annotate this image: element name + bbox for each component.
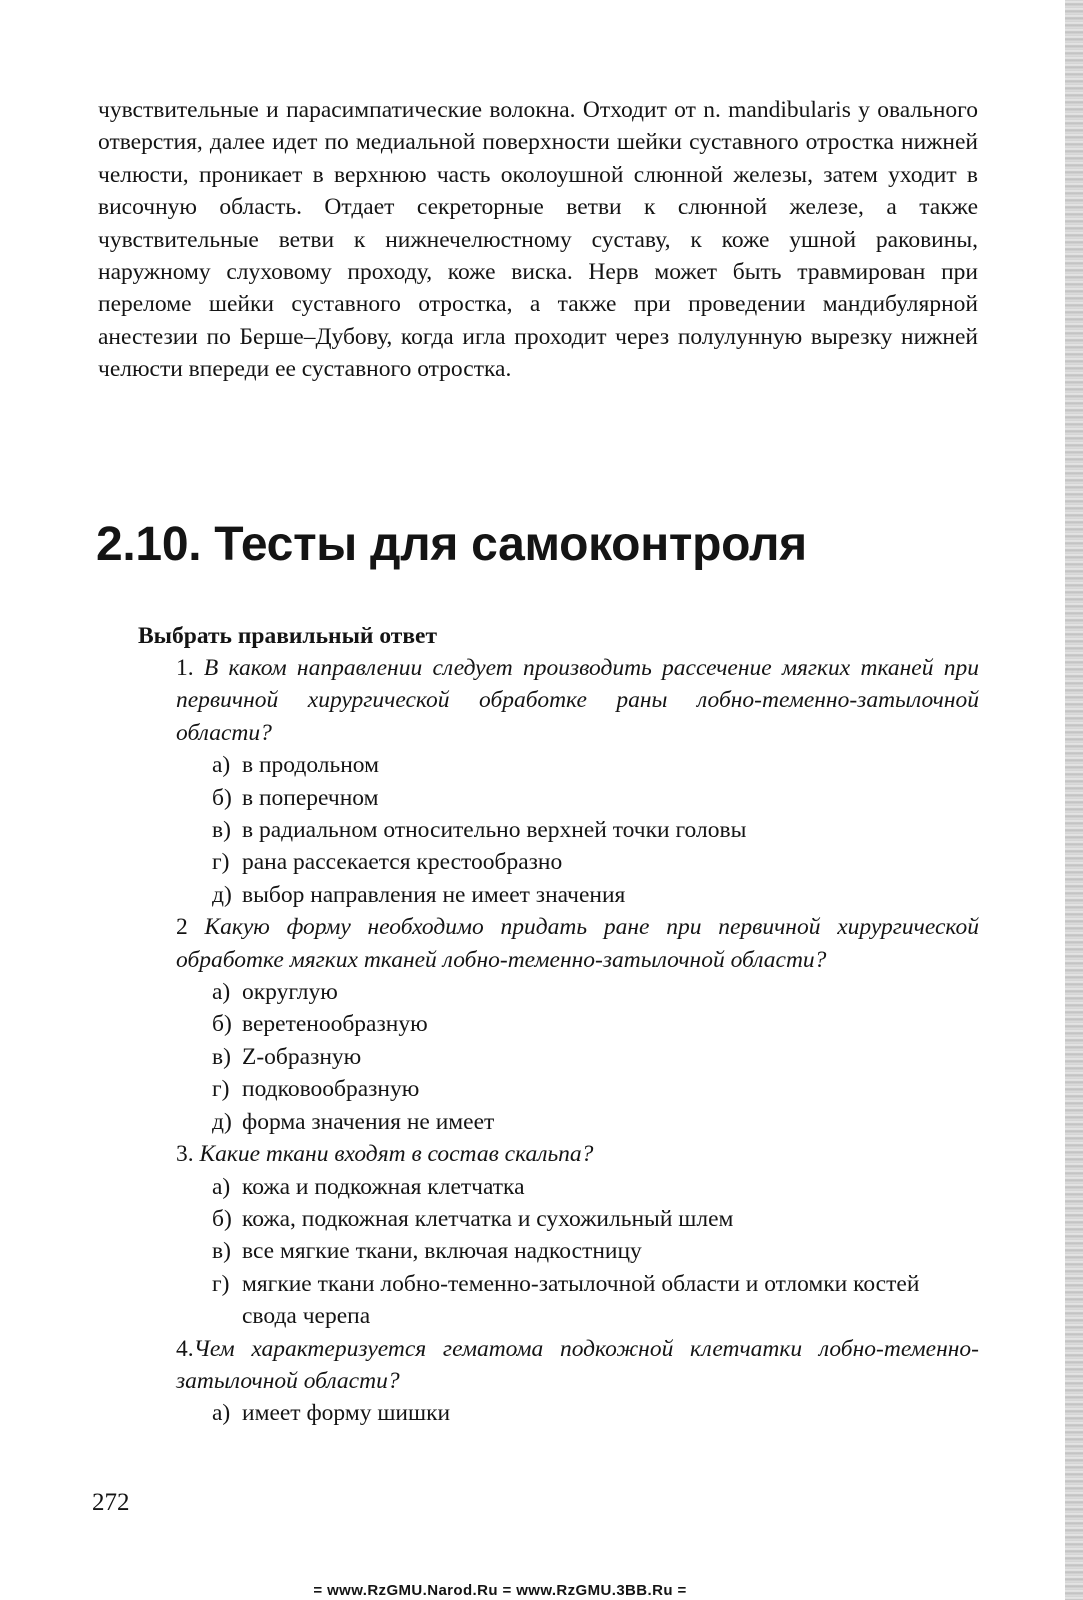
option-letter: в): [212, 1238, 231, 1265]
question-4: [176, 1333, 979, 1430]
question-number: 3.: [176, 1141, 194, 1168]
option-text: выбор направления не имеет значения: [242, 881, 626, 908]
question-3: [176, 1138, 979, 1332]
question-text: [176, 911, 979, 976]
option-letter: б): [212, 784, 232, 811]
option-letter: б): [212, 1011, 232, 1038]
question-1: [176, 652, 979, 911]
option-item: [212, 1235, 979, 1267]
option-text: округлую: [242, 979, 338, 1006]
option-letter: в): [212, 1043, 231, 1070]
option-item: [212, 1008, 979, 1040]
option-item: [212, 1203, 979, 1235]
option-item: [212, 782, 979, 814]
question-2: [176, 911, 979, 1138]
option-text: Z-образную: [242, 1043, 362, 1070]
instruction: Выбрать правильный ответ: [138, 623, 437, 649]
option-text: в продольном: [242, 752, 379, 779]
option-letter: а): [212, 1173, 231, 1200]
question-list: [176, 652, 979, 1430]
option-item: [212, 1073, 979, 1105]
option-list: [176, 749, 979, 911]
option-letter: б): [212, 1205, 232, 1232]
option-text: рана рассекается крестообразно: [242, 849, 563, 876]
option-list: [176, 976, 979, 1138]
option-text: мягкие ткани лобно-теменно-затылочной области и отломки костей свода черепа: [242, 1270, 920, 1330]
question-prompt: В каком направлении следует производить рассечение мягких тканей при первичной хирургической обработке раны лобно-теменно-затылочной области?: [176, 655, 979, 746]
intro-paragraph: чувствительные и парасимпатические волокна. Отходит от n. mandibularis у овального отверстия, далее идет по медиальной поверхности шейки суставного отростка нижней челюсти, проникает в верхнюю часть околоушной слюнной железы, затем уходит в височную область. Отдает секреторные ветви к слюнной железе, а также чувствительные ветви к нижнечелюстному суставу, к коже ушной раковины, наружному слуховому проходу, коже виска. Нерв может быть травмирован при переломе шейки суставного отростка, а также при проведении мандибулярной анестезии по Берше–Дубову, когда игла проходит через полулунную вырезку нижней челюсти впереди ее суставного отростка.: [98, 97, 978, 383]
option-text: подковообразную: [242, 1076, 420, 1103]
option-letter: г): [212, 849, 230, 876]
question-prompt: Чем характеризуется гематома подкожной клетчатки лобно-теменно-затылочной области?: [176, 1335, 979, 1394]
option-item: [212, 1268, 979, 1333]
question-prompt: Какую форму необходимо придать ране при первичной хирургической обработке мягких тканей лобно-теменно-затылочной области?: [176, 914, 979, 973]
option-item: [212, 976, 979, 1008]
question-text: [176, 652, 979, 749]
option-item: [212, 1106, 979, 1138]
option-item: [212, 814, 979, 846]
option-letter: в): [212, 817, 231, 844]
option-letter: г): [212, 1270, 230, 1297]
option-item: [212, 879, 979, 911]
option-item: [212, 1397, 979, 1429]
option-letter: д): [212, 1108, 232, 1135]
option-text: все мягкие ткани, включая надкостницу: [242, 1238, 642, 1265]
option-letter: а): [212, 979, 231, 1006]
option-item: [212, 749, 979, 781]
option-text: форма значения не имеет: [242, 1108, 495, 1135]
question-text: [176, 1138, 979, 1170]
question-prompt: Какие ткани входят в состав скальпа?: [199, 1141, 594, 1168]
option-list: [176, 1397, 979, 1429]
question-number: 2: [176, 914, 188, 941]
option-item: [212, 846, 979, 878]
question-text: [176, 1333, 979, 1398]
page-number: 272: [92, 1489, 130, 1516]
option-text: в поперечном: [242, 784, 379, 811]
option-text: в радиальном относительно верхней точки головы: [242, 817, 747, 844]
footer-watermark: = www.RzGMU.Narod.Ru = www.RzGMU.3BB.Ru =: [313, 1582, 687, 1599]
option-letter: а): [212, 1400, 231, 1427]
section-title: 2.10. Тесты для самоконтроля: [96, 518, 807, 571]
question-number: 1.: [176, 655, 194, 681]
scan-edge-shadow: [1065, 0, 1083, 1600]
option-text: кожа, подкожная клетчатка и сухожильный шлем: [242, 1205, 734, 1232]
question-number: 4.: [176, 1335, 194, 1362]
option-letter: д): [212, 881, 232, 908]
option-text: имеет форму шишки: [242, 1400, 451, 1427]
option-text: веретенообразную: [242, 1011, 428, 1038]
option-letter: г): [212, 1076, 230, 1103]
option-list: [176, 1171, 979, 1333]
option-item: [212, 1171, 979, 1203]
option-item: [212, 1041, 979, 1073]
option-letter: а): [212, 752, 231, 779]
option-text: кожа и подкожная клетчатка: [242, 1173, 525, 1200]
